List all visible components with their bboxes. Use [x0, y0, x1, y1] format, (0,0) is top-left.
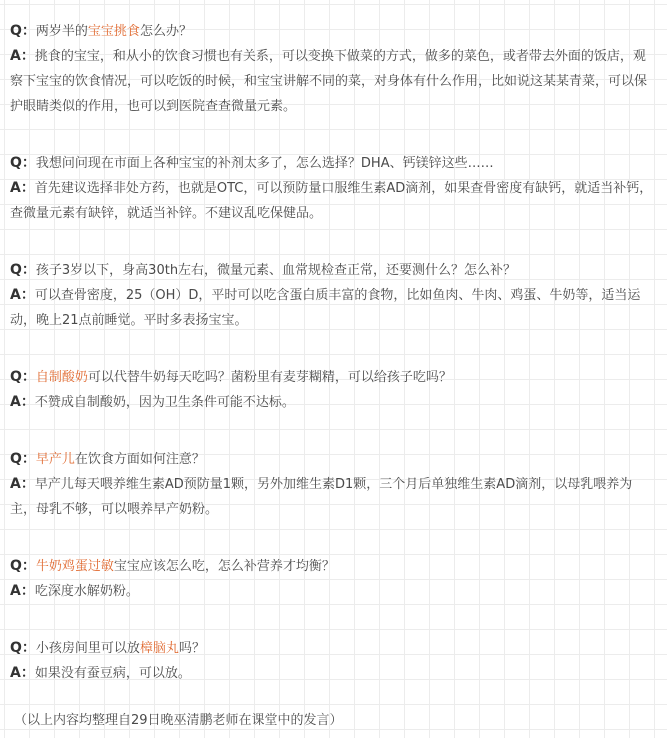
question-text: 吗？: [178, 641, 205, 656]
answer-label: A: [10, 287, 21, 303]
label-colon: ：: [21, 558, 36, 574]
label-colon: ：: [20, 180, 35, 196]
answer-text: 首先建议选择非处方药，也就是OTC，可以预防量口服维生素AD滴剂，如果查骨密度有缺钙，就适当补钙，查微量元素有缺锌，就适当补锌。不建议乱吃保健品。: [10, 181, 653, 221]
question-text: 小孩房间里可以放: [35, 641, 140, 656]
question-text: 怎么办？: [139, 24, 192, 39]
highlighted-keyword: 早产儿: [35, 452, 75, 467]
answer-text: 不赞成自制酸奶，因为卫生条件可能不达标。: [34, 395, 295, 410]
label-colon: ：: [21, 155, 36, 171]
question-label: Q: [10, 451, 22, 467]
label-colon: ：: [20, 476, 35, 492]
answer-line: [10, 390, 657, 415]
answer-text: 早产儿每天喂养维生素AD预防量1颗，另外加维生素D1颗，三个月后单独维生素AD滴剂，以母乳喂养为主，母乳不够，可以喂养早产奶粉。: [10, 477, 633, 517]
qa-block: [10, 19, 657, 119]
answer-line: [10, 472, 657, 522]
question-line: [10, 554, 657, 579]
answer-text: 挑食的宝宝，和从小的饮食习惯也有关系，可以变换下做菜的方式，做多的菜色，或者带去外面的饭店，观察下宝宝的饮食情况，可以吃饭的时候，和宝宝讲解不同的菜，对身体有什么作用，比如说这某某青菜，可以保护眼睛类似的作用，也可以到医院查查微量元素。: [10, 49, 648, 114]
highlighted-keyword: 牛奶鸡蛋过敏: [35, 559, 114, 574]
label-colon: ：: [21, 640, 36, 656]
qa-block: [10, 554, 657, 604]
question-text: 孩子3岁以下，身高30th左右，微量元素、血常规检查正常，还要测什么？怎么补？: [35, 263, 517, 278]
answer-line: [10, 579, 657, 604]
question-label: Q: [10, 558, 22, 574]
label-colon: ：: [20, 287, 35, 303]
qa-block: [10, 636, 657, 686]
question-text: 在饮食方面如何注意？: [74, 452, 205, 467]
answer-label: A: [10, 394, 21, 410]
answer-label: A: [10, 180, 21, 196]
highlighted-keyword: 自制酸奶: [35, 370, 88, 385]
question-line: [10, 258, 657, 283]
answer-label: A: [10, 48, 21, 64]
question-label: Q: [10, 155, 22, 171]
qa-block: [10, 258, 657, 333]
answer-label: A: [10, 476, 21, 492]
label-colon: ：: [20, 665, 35, 681]
answer-line: [10, 176, 657, 226]
highlighted-keyword: 樟脑丸: [139, 641, 179, 656]
qa-block: [10, 151, 657, 226]
question-line: [10, 447, 657, 472]
question-line: [10, 151, 657, 176]
question-text: 可以代替牛奶每天吃吗？菌粉里有麦芽糊精，可以给孩子吃吗？: [87, 370, 452, 385]
label-colon: ：: [21, 369, 36, 385]
label-colon: ：: [21, 23, 36, 39]
label-colon: ：: [20, 583, 35, 599]
qa-block: [10, 447, 657, 522]
question-label: Q: [10, 23, 22, 39]
question-label: Q: [10, 369, 22, 385]
answer-label: A: [10, 665, 21, 681]
answer-text: 吃深度水解奶粉。: [34, 584, 139, 599]
question-label: Q: [10, 640, 22, 656]
label-colon: ：: [21, 262, 36, 278]
label-colon: ：: [20, 394, 35, 410]
answer-line: [10, 44, 657, 119]
question-text: 宝宝应该怎么吃，怎么补营养才均衡？: [113, 559, 335, 574]
label-colon: ：: [21, 451, 36, 467]
question-line: [10, 365, 657, 390]
question-line: [10, 19, 657, 44]
label-colon: ：: [20, 48, 35, 64]
question-text: 我想问问现在市面上各种宝宝的补剂太多了，怎么选择？DHA、钙镁锌这些……: [35, 156, 494, 171]
question-line: [10, 636, 657, 661]
answer-line: [10, 661, 657, 686]
answer-text: 可以查骨密度，25（OH）D，平时可以吃含蛋白质丰富的食物，比如鱼肉、牛肉、鸡蛋、牛奶等，适当运动，晚上21点前睡觉。平时多表扬宝宝。: [10, 288, 641, 328]
source-note: （以上内容均整理自29日晚巫清鹏老师在课堂中的发言）: [14, 713, 343, 728]
question-label: Q: [10, 262, 22, 278]
answer-text: 如果没有蚕豆病，可以放。: [34, 666, 191, 681]
answer-line: [10, 283, 657, 333]
question-text: 两岁半的: [35, 24, 88, 39]
answer-label: A: [10, 583, 21, 599]
highlighted-keyword: 宝宝挑食: [87, 24, 140, 39]
qa-block: [10, 365, 657, 415]
qa-list: [10, 19, 657, 686]
